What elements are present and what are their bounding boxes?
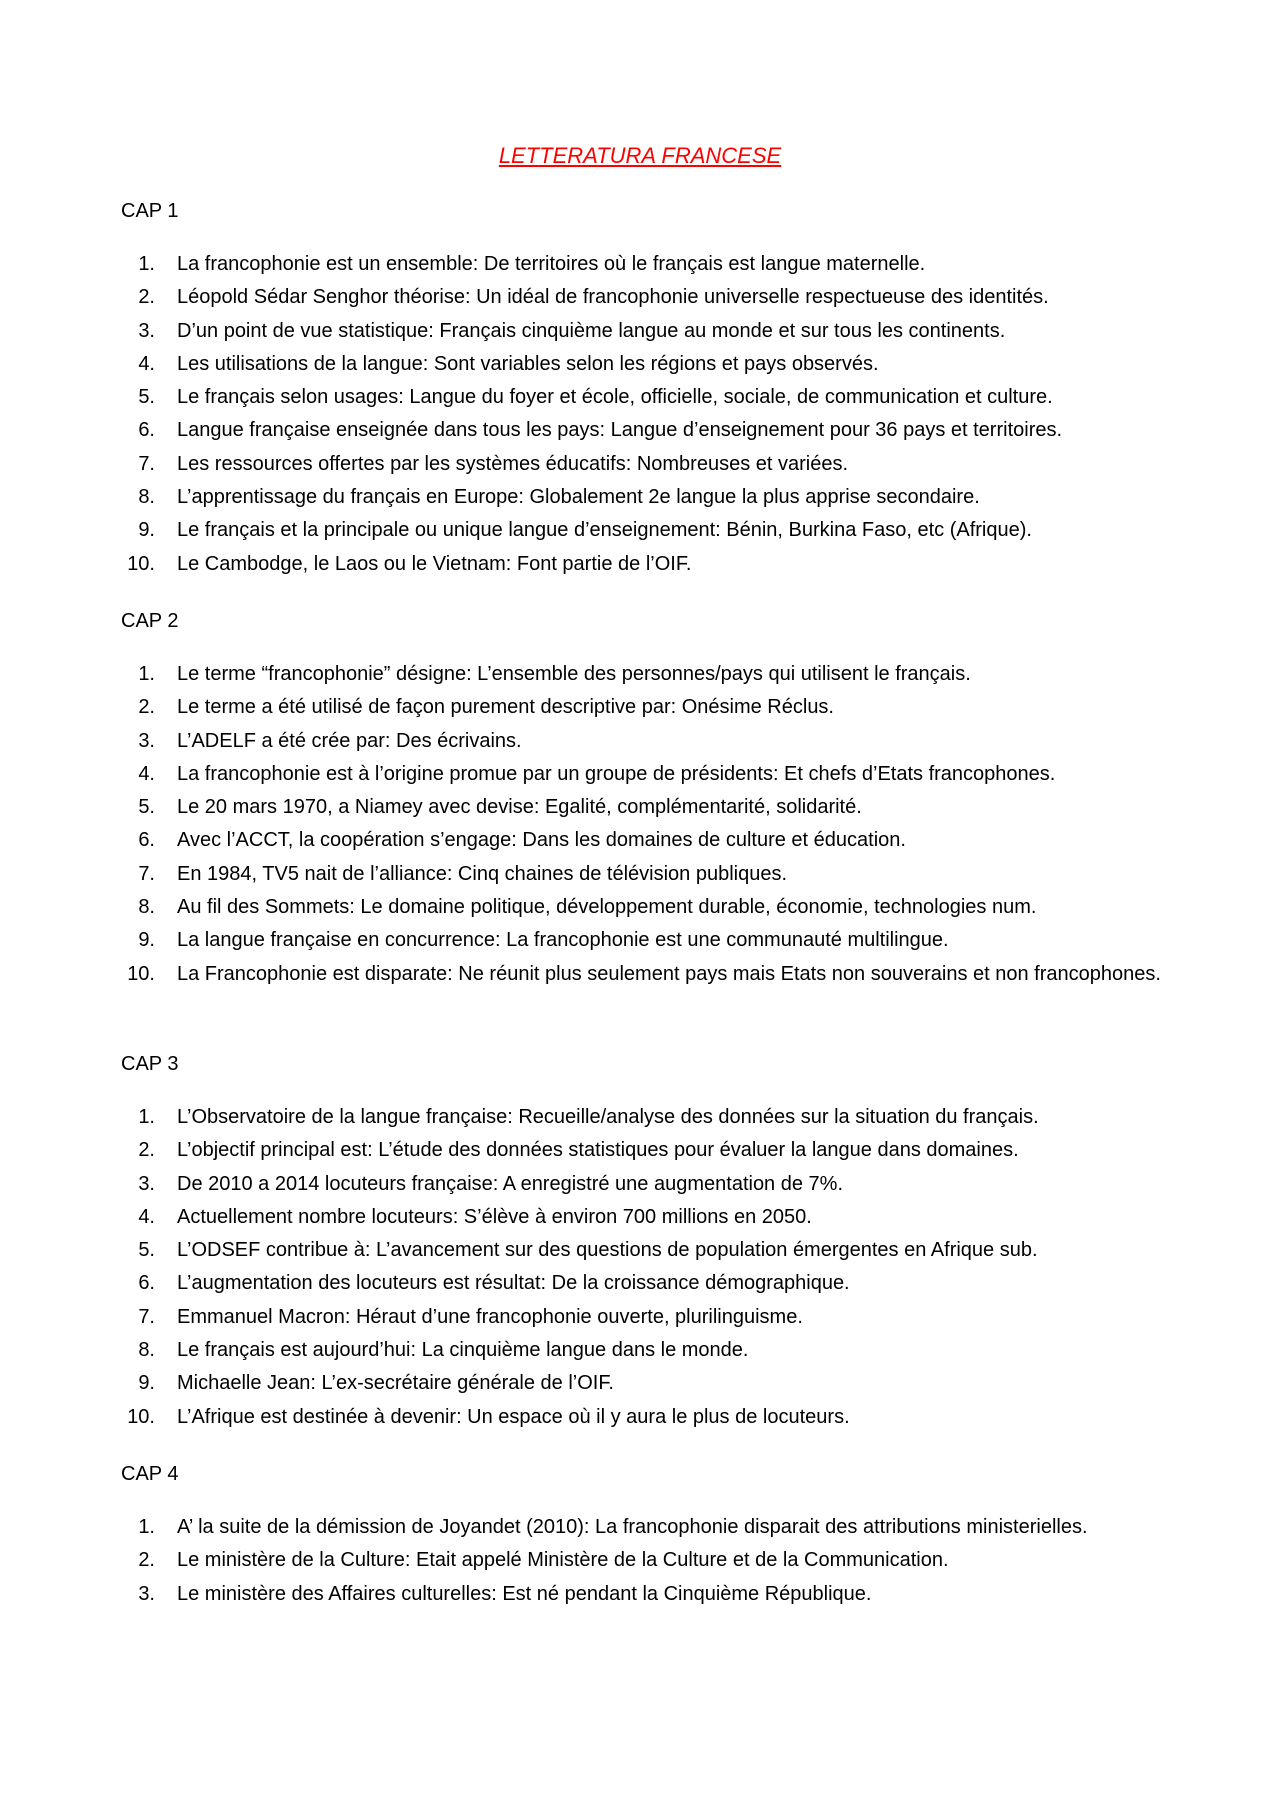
list-item [121,1544,1161,1577]
item-text: L’augmentation des locuteurs est résultat: De la croissance démographique. [177,1272,850,1295]
section-heading-cap-1: CAP 1 [121,200,179,222]
item-text: Les utilisations de la langue: Sont variables selon les régions et pays observés. [177,352,879,375]
item-text: A’ la suite de la démission de Joyandet (2010): La francophonie disparait des attributions ministerielles. [177,1516,1088,1538]
item-number: 6. [138,829,155,852]
item-text: Langue française enseignée dans tous les pays: Langue d’enseignement pour 36 pays et territoires. [177,419,1063,442]
item-number: 3. [138,1582,155,1605]
item-text: La francophonie est un ensemble: De territoires où le français est langue maternelle. [177,253,926,275]
list-item [121,1511,1161,1544]
item-number: 1. [138,253,155,275]
item-text: La langue française en concurrence: La francophonie est une communauté multilingue. [177,929,949,952]
item-text: De 2010 a 2014 locuteurs française: A enregistré une augmentation de 7%. [177,1172,844,1195]
list-item [121,281,1161,314]
item-text: Le français et la principale ou unique langue d’enseignement: Bénin, Burkina Faso, etc (Afrique). [177,519,1032,542]
item-number: 7. [138,452,155,475]
section-heading-cap-2: CAP 2 [121,610,179,632]
list-item [121,858,1161,891]
list-item [121,448,1161,481]
item-number: 9. [138,929,155,952]
item-text: Emmanuel Macron: Héraut d’une francophonie ouverte, plurilinguisme. [177,1305,803,1328]
item-number: 4. [138,1205,155,1228]
item-number: 5. [138,386,155,409]
question-list-cap-4 [121,1511,1161,1611]
item-number: 6. [138,419,155,442]
list-item [121,1134,1161,1167]
list-item [121,248,1161,281]
list-item [121,1201,1161,1234]
list-item [121,414,1161,447]
item-number: 4. [138,762,155,785]
list-item [121,958,1161,991]
item-text: L’apprentissage du français en Europe: Globalement 2e langue la plus apprise secondaire. [177,486,980,509]
list-item [121,658,1161,691]
item-number: 3. [138,729,155,752]
list-item [121,381,1161,414]
item-text: L’Afrique est destinée à devenir: Un espace où il y aura le plus de locuteurs. [177,1405,850,1428]
item-number: 1. [138,1516,155,1538]
section-heading-cap-4: CAP 4 [121,1463,179,1485]
item-number: 7. [138,1305,155,1328]
item-number: 10. [127,962,155,985]
list-item [121,315,1161,348]
item-text: Avec l’ACCT, la coopération s’engage: Dans les domaines de culture et éducation. [177,829,906,852]
item-number: 1. [138,663,155,685]
item-text: Le terme a été utilisé de façon purement descriptive par: Onésime Réclus. [177,696,834,719]
list-item [121,1301,1161,1334]
item-text: La francophonie est à l’origine promue par un groupe de présidents: Et chefs d’Etats francophones. [177,762,1056,785]
list-item [121,1367,1161,1400]
question-list-cap-1 [121,248,1161,581]
item-text: Actuellement nombre locuteurs: S’élève à environ 700 millions en 2050. [177,1205,812,1228]
list-item [121,1401,1161,1434]
list-item [121,824,1161,857]
list-item [121,1334,1161,1367]
list-item [121,1101,1161,1134]
list-item [121,1578,1161,1611]
list-item [121,481,1161,514]
item-number: 9. [138,1372,155,1395]
item-number: 8. [138,486,155,509]
list-item [121,725,1161,758]
item-number: 8. [138,1339,155,1362]
item-number: 10. [127,1405,155,1428]
item-text: Le terme “francophonie” désigne: L’ensemble des personnes/pays qui utilisent le français. [177,663,971,685]
item-text: Le français selon usages: Langue du foyer et école, officielle, sociale, de communication et culture. [177,386,1053,409]
item-number: 2. [138,696,155,719]
item-text: Le ministère des Affaires culturelles: Est né pendant la Cinquième République. [177,1582,872,1605]
list-item [121,514,1161,547]
item-number: 2. [138,1549,155,1572]
list-item [121,758,1161,791]
item-text: Au fil des Sommets: Le domaine politique, développement durable, économie, technologies num. [177,896,1037,919]
item-number: 5. [138,1239,155,1262]
item-text: L’ADELF a été crée par: Des écrivains. [177,729,522,752]
item-number: 10. [127,552,155,575]
section-heading-cap-3: CAP 3 [121,1053,179,1075]
list-item [121,691,1161,724]
item-number: 1. [138,1106,155,1128]
item-text: La Francophonie est disparate: Ne réunit plus seulement pays mais Etats non souverains et non francophones. [177,962,1161,985]
item-text: Le ministère de la Culture: Etait appelé Ministère de la Culture et de la Communication. [177,1549,949,1572]
list-item [121,348,1161,381]
document-title: LETTERATURA FRANCESE [498,143,782,168]
item-number: 8. [138,896,155,919]
list-item [121,791,1161,824]
item-number: 3. [138,319,155,342]
item-text: En 1984, TV5 nait de l’alliance: Cinq chaines de télévision publiques. [177,862,788,885]
item-text: L’objectif principal est: L’étude des données statistiques pour évaluer la langue dans domaines. [177,1139,1019,1162]
item-number: 7. [138,862,155,885]
item-text: Le français est aujourd’hui: La cinquième langue dans le monde. [177,1339,749,1362]
list-item [121,1168,1161,1201]
item-number: 3. [138,1172,155,1195]
item-text: D’un point de vue statistique: Français cinquième langue au monde et sur tous les continents. [177,319,1006,342]
list-item [121,924,1161,957]
item-number: 2. [138,1139,155,1162]
item-number: 4. [138,352,155,375]
item-number: 2. [138,286,155,309]
item-number: 5. [138,796,155,819]
item-text: Les ressources offertes par les systèmes éducatifs: Nombreuses et variées. [177,452,849,475]
list-item [121,1234,1161,1267]
question-list-cap-3 [121,1101,1161,1434]
item-text: Léopold Sédar Senghor théorise: Un idéal de francophonie universelle respectueuse des identités. [177,286,1049,309]
list-item [121,1267,1161,1300]
list-item [121,548,1161,581]
item-text: Le Cambodge, le Laos ou le Vietnam: Font partie de l’OIF. [177,552,692,575]
item-number: 9. [138,519,155,542]
list-item [121,891,1161,924]
item-text: L’ODSEF contribue à: L’avancement sur des questions de population émergentes en Afrique sub. [177,1239,1038,1262]
question-list-cap-2 [121,658,1161,991]
item-text: Michaelle Jean: L’ex-secrétaire générale de l’OIF. [177,1372,614,1395]
item-text: L’Observatoire de la langue française: Recueille/analyse des données sur la situation du français. [177,1106,1039,1128]
item-number: 6. [138,1272,155,1295]
item-text: Le 20 mars 1970, a Niamey avec devise: Egalité, complémentarité, solidarité. [177,796,862,819]
